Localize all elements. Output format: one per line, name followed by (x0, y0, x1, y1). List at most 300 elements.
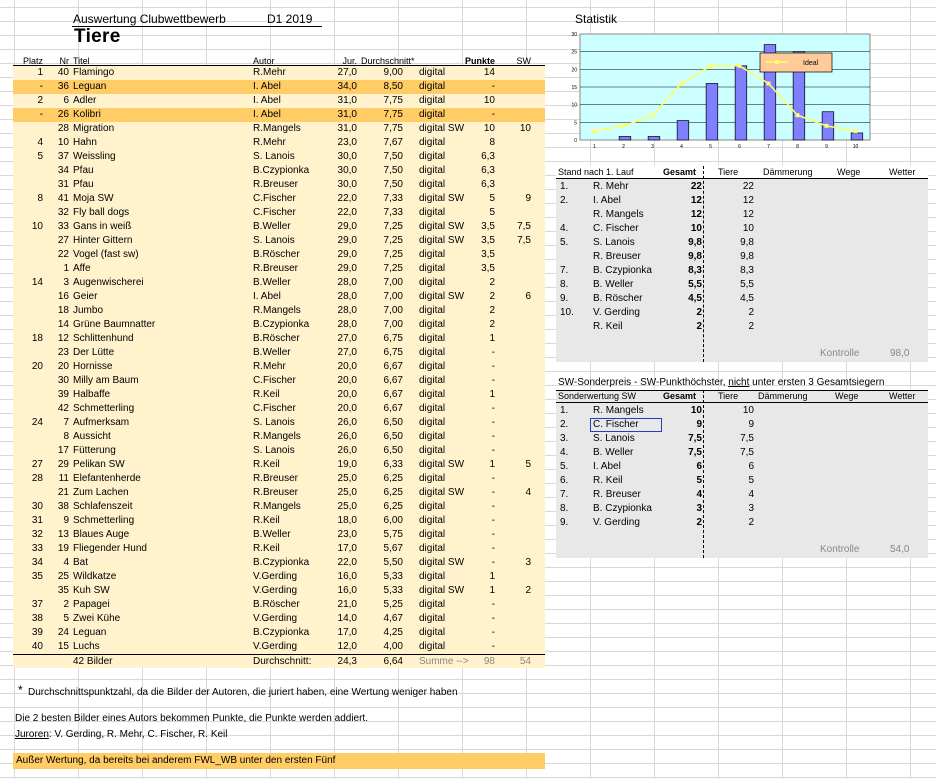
cell-rank: 9. (560, 293, 569, 304)
cell-cat: digital (419, 347, 446, 358)
cell-pts: - (491, 627, 495, 638)
cell-titel: Zum Lachen (73, 487, 129, 498)
cell-avg: 7,25 (383, 249, 403, 260)
cell-jur: 30,0 (337, 151, 357, 162)
cell-jur: 27,0 (337, 347, 357, 358)
cell-jur: 27,0 (337, 67, 357, 78)
bar (706, 83, 718, 140)
cell-avg: 6,67 (383, 403, 403, 414)
cell-jur: 31,0 (337, 95, 357, 106)
cell-name: S. Lanois (593, 237, 635, 248)
legend-marker (775, 60, 779, 64)
cell-total: 7,5 (688, 433, 702, 444)
cell-avg: 4,25 (383, 627, 403, 638)
cell-nr: 20 (57, 361, 69, 372)
cell-cat: digital (419, 641, 446, 652)
cell-nr: 23 (57, 347, 69, 358)
cell-cat: digital (419, 179, 446, 190)
cell-titel: Schlittenhund (73, 333, 134, 344)
cell-autor: B.Czypionka (253, 319, 310, 330)
standings-row (556, 516, 928, 530)
cell-autor: B.Röscher (253, 249, 300, 260)
cell-total: 12 (690, 195, 702, 206)
cell-autor: R.Mehr (253, 67, 286, 78)
cell-titel: Der Lütte (73, 347, 115, 358)
table-row (13, 542, 545, 556)
cell-autor: C.Fischer (253, 403, 296, 414)
cell-cat: digital (419, 67, 446, 78)
y-tick-label: 10 (571, 102, 577, 109)
cell-cat: digital (419, 305, 446, 316)
cell-total: 7,5 (688, 447, 702, 458)
ideal-point (651, 113, 655, 117)
cell-titel: Augenwischerei (73, 277, 144, 288)
cell-autor: C.Fischer (253, 375, 296, 386)
cell-autor: V.Gerding (253, 641, 298, 652)
table-row (13, 262, 545, 276)
sw-header-daemmerung: Dämmerung (758, 391, 808, 401)
cell-cat: digital SW (419, 193, 465, 204)
cell-pts: - (491, 473, 495, 484)
cell-tiere: 2 (748, 517, 754, 528)
cell-autor: I. Abel (253, 109, 281, 120)
table-row (13, 640, 545, 654)
footer-sum-sw: 54 (519, 656, 531, 667)
cell-autor: R.Keil (253, 459, 280, 470)
cell-total: 8,3 (688, 265, 702, 276)
standings-row (556, 292, 928, 306)
cell-avg: 5,67 (383, 543, 403, 554)
cell-cat: digital (419, 151, 446, 162)
cell-name: B. Röscher (593, 293, 643, 304)
sw-title: SW-Sonderpreis - SW-Punkthöchster, nicht unter ersten 3 Gesamtsiegern (558, 377, 885, 388)
cell-titel: Aufmerksam (73, 417, 130, 428)
cell-titel: Geier (73, 291, 98, 302)
cell-pts: - (491, 109, 495, 120)
cell-pts: 2 (489, 291, 495, 302)
cell-jur: 28,0 (337, 305, 357, 316)
cell-nr: 15 (57, 641, 69, 652)
cell-pts: 14 (483, 67, 495, 78)
cell-pts: - (491, 529, 495, 540)
cell-tiere: 12 (742, 195, 754, 206)
table-row (13, 332, 545, 346)
cell-rank: 1. (560, 405, 569, 416)
cell-avg: 5,75 (383, 529, 403, 540)
cell-platz: 37 (31, 599, 43, 610)
table-row (13, 612, 545, 626)
cell-cat: digital (419, 529, 446, 540)
sw-header-gesamt: Gesamt (663, 391, 697, 401)
cell-pts: 6,3 (481, 165, 495, 176)
cell-total: 3 (696, 503, 702, 514)
cell-autor: I. Abel (253, 95, 281, 106)
cell-titel: Pfau (73, 165, 94, 176)
cell-platz: 14 (31, 277, 43, 288)
sw-header-wege: Wege (835, 391, 859, 401)
cell-pts: - (491, 557, 495, 568)
cell-nr: 1 (63, 263, 69, 274)
ideal-point (709, 64, 713, 68)
cell-autor: R.Keil (253, 543, 280, 554)
cell-jur: 26,0 (337, 417, 357, 428)
cell-jur: 20,0 (337, 389, 357, 400)
cell-sw: 4 (525, 487, 531, 498)
cell-titel: Wildkatze (73, 571, 117, 582)
cell-cat: digital (419, 137, 446, 148)
sw-rows (556, 404, 928, 530)
bar (619, 136, 631, 140)
cell-nr: 40 (57, 67, 69, 78)
cell-autor: R.Keil (253, 515, 280, 526)
cell-nr: 28 (57, 123, 69, 134)
cell-pts: - (491, 347, 495, 358)
cell-nr: 14 (57, 319, 69, 330)
cell-name: C. Fischer (593, 419, 639, 430)
cell-pts: 6,3 (481, 179, 495, 190)
cell-autor: R.Breuser (253, 487, 299, 498)
cell-nr: 17 (57, 445, 69, 456)
cell-pts: 5 (489, 193, 495, 204)
cell-nr: 38 (57, 501, 69, 512)
cell-tiere: 7,5 (740, 433, 754, 444)
cell-jur: 28,0 (337, 291, 357, 302)
sw-panel (556, 390, 928, 558)
header-sw: SW (516, 56, 531, 66)
cell-avg: 8,50 (383, 81, 403, 92)
ideal-point (593, 129, 597, 133)
cell-avg: 4,00 (383, 641, 403, 652)
cell-rank: 7. (560, 489, 569, 500)
cell-total: 5 (696, 475, 702, 486)
cell-pts: - (491, 487, 495, 498)
cell-tiere: 3 (748, 503, 754, 514)
cell-avg: 7,00 (383, 319, 403, 330)
cell-platz: 40 (31, 641, 43, 652)
x-tick-label: 5 (709, 144, 712, 150)
cell-autor: R.Mangels (253, 123, 301, 134)
cell-pts: 3,5 (481, 235, 495, 246)
cell-cat: digital SW (419, 123, 465, 134)
sw-header-title: Sonderwertung SW (558, 391, 637, 401)
cell-jur: 29,0 (337, 249, 357, 260)
cell-pts: 1 (489, 459, 495, 470)
cell-cat: digital (419, 375, 446, 386)
cell-pts: - (491, 641, 495, 652)
cell-tiere: 10 (742, 405, 754, 416)
cell-total: 10 (690, 405, 702, 416)
table-row (13, 458, 545, 472)
standings-row (556, 264, 928, 278)
cell-rank: 2. (560, 195, 569, 206)
footnote-star: * (18, 683, 23, 697)
cell-cat: digital (419, 571, 446, 582)
cell-avg: 7,25 (383, 221, 403, 232)
cell-avg: 6,67 (383, 361, 403, 372)
cell-autor: V.Gerding (253, 585, 298, 596)
cell-pts: 10 (483, 95, 495, 106)
cell-titel: Moja SW (73, 193, 114, 204)
cell-jur: 16,0 (337, 585, 357, 596)
cell-tiere: 2 (748, 307, 754, 318)
standings-row (556, 194, 928, 208)
header-jur: Jur. (342, 56, 357, 66)
cell-avg: 7,67 (383, 137, 403, 148)
sw-header-wetter: Wetter (889, 391, 916, 401)
ideal-point (854, 129, 858, 133)
cell-titel: Blaues Auge (73, 529, 130, 540)
cell-autor: B.Czypionka (253, 557, 310, 568)
table-row (13, 178, 545, 192)
cell-titel: Kolibri (73, 109, 101, 120)
table-row (13, 108, 545, 122)
table-row (13, 598, 545, 612)
cell-pts: - (491, 445, 495, 456)
sw-kontrolle-label: Kontrolle (820, 544, 860, 555)
cell-titel: Leguan (73, 81, 107, 92)
cell-rank: 8. (560, 503, 569, 514)
cell-jur: 18,0 (337, 515, 357, 526)
header-punkte: Punkte (464, 56, 495, 66)
cell-avg: 7,00 (383, 291, 403, 302)
cell-nr: 12 (57, 333, 69, 344)
footer-avg-label: Durchschnitt: (253, 656, 312, 667)
table-row (13, 318, 545, 332)
cell-nr: 25 (57, 571, 69, 582)
cell-rank: 2. (560, 419, 569, 430)
cell-tiere: 2 (748, 321, 754, 332)
sw-kontrolle-value: 54,0 (890, 544, 910, 555)
ideal-point (680, 81, 684, 85)
cell-autor: R.Keil (253, 389, 280, 400)
cell-nr: 6 (63, 95, 69, 106)
bar (648, 136, 660, 140)
cell-titel: Hahn (73, 137, 97, 148)
cell-titel: Bat (73, 557, 89, 568)
standings-kontrolle-label: Kontrolle (820, 348, 860, 359)
cell-avg: 7,75 (383, 123, 403, 134)
cell-platz: 4 (37, 137, 43, 148)
cell-name: R. Mangels (593, 209, 644, 220)
cell-tiere: 12 (742, 209, 754, 220)
cell-jur: 14,0 (337, 613, 357, 624)
cell-cat: digital (419, 263, 446, 274)
cell-jur: 23,0 (337, 529, 357, 540)
cell-cat: digital SW (419, 235, 465, 246)
cell-titel: Aussicht (73, 431, 111, 442)
ideal-point (767, 81, 771, 85)
cell-autor: C.Fischer (253, 193, 296, 204)
cell-titel: Zwei Kühe (73, 613, 121, 624)
statistics-chart (566, 29, 875, 150)
table-row (13, 626, 545, 640)
cell-nr: 39 (57, 389, 69, 400)
cell-autor: R.Breuser (253, 179, 299, 190)
cell-autor: R.Mehr (253, 137, 286, 148)
cell-titel: Pelikan SW (73, 459, 125, 470)
table-row (13, 304, 545, 318)
standings-wege: Wege (837, 167, 861, 177)
table-row (13, 402, 545, 416)
footer-jur: 24,3 (337, 656, 357, 667)
cell-jur: 20,0 (337, 361, 357, 372)
cell-platz: 2 (37, 95, 43, 106)
cell-cat: digital SW (419, 487, 465, 498)
cell-jur: 22,0 (337, 557, 357, 568)
cell-autor: B.Weller (253, 277, 291, 288)
cell-platz: 5 (37, 151, 43, 162)
cell-cat: digital (419, 109, 446, 120)
standings-row (556, 446, 928, 460)
standings-row (556, 236, 928, 250)
cell-avg: 6,67 (383, 375, 403, 386)
table-row (13, 514, 545, 528)
cell-titel: Grüne Baumnatter (73, 319, 156, 330)
cell-rank: 4. (560, 447, 569, 458)
cell-name: R. Breuser (593, 251, 641, 262)
season-label: D1 2019 (267, 12, 313, 26)
table-row (13, 150, 545, 164)
bar (851, 133, 863, 140)
cell-titel: Elefantenherde (73, 473, 141, 484)
cell-avg: 6,50 (383, 431, 403, 442)
cell-platz: 18 (31, 333, 43, 344)
cell-nr: 21 (57, 487, 69, 498)
cell-name: R. Keil (593, 475, 623, 486)
cell-nr: 33 (57, 221, 69, 232)
y-tick-label: 5 (574, 120, 577, 127)
standings-row (556, 180, 928, 194)
standings-row (556, 306, 928, 320)
cell-platz: 30 (31, 501, 43, 512)
cell-autor: R.Mangels (253, 431, 301, 442)
ideal-point (738, 64, 742, 68)
ideal-point (825, 124, 829, 128)
table-row (13, 556, 545, 570)
bar (677, 121, 689, 140)
cell-cat: digital (419, 473, 446, 484)
table-row (13, 360, 545, 374)
cell-nr: 34 (57, 165, 69, 176)
cell-name: R. Mangels (593, 405, 644, 416)
table-row (13, 430, 545, 444)
cell-platz: 31 (31, 515, 43, 526)
cell-pts: 2 (489, 319, 495, 330)
out-of-competition-note: Außer Wertung, da bereits bei anderem FWL_WB unter den ersten Fünf (13, 753, 545, 769)
cell-autor: B.Czypionka (253, 165, 310, 176)
standings-rows (556, 180, 928, 334)
y-tick-label: 25 (571, 49, 577, 56)
cell-avg: 5,50 (383, 557, 403, 568)
cell-sw: 7,5 (517, 221, 531, 232)
table-row (13, 164, 545, 178)
cell-name: V. Gerding (593, 307, 640, 318)
cell-avg: 5,33 (383, 571, 403, 582)
cell-platz: 38 (31, 613, 43, 624)
cell-nr: 9 (63, 515, 69, 526)
cell-tiere: 9 (748, 419, 754, 430)
cell-cat: digital (419, 95, 446, 106)
cell-autor: S. Lanois (253, 445, 295, 456)
cell-nr: 5 (63, 613, 69, 624)
cell-autor: R.Mangels (253, 501, 301, 512)
x-tick-label: 10 (852, 144, 859, 150)
cell-autor: B.Röscher (253, 599, 300, 610)
sw-header-tiere: Tiere (718, 391, 739, 401)
cell-jur: 30,0 (337, 165, 357, 176)
cell-jur: 25,0 (337, 501, 357, 512)
standings-tiere: Tiere (718, 167, 739, 177)
standings-row (556, 222, 928, 236)
table-row (13, 444, 545, 458)
x-tick-label: 6 (738, 144, 741, 150)
cell-jur: 25,0 (337, 487, 357, 498)
standings-gesamt: Gesamt (663, 167, 697, 177)
cell-name: B. Weller (593, 447, 634, 458)
cell-rank: 5. (560, 237, 569, 248)
standings-row (556, 278, 928, 292)
cell-name: V. Gerding (593, 517, 640, 528)
cell-jur: 26,0 (337, 445, 357, 456)
cell-titel: Fly ball dogs (73, 207, 130, 218)
y-tick-label: 20 (571, 67, 577, 74)
cell-sw: 10 (519, 123, 531, 134)
standings-panel (556, 166, 928, 362)
cell-titel: Vogel (fast sw) (73, 249, 139, 260)
cell-autor: B.Weller (253, 347, 291, 358)
cell-cat: digital SW (419, 291, 465, 302)
cell-name: I. Abel (593, 461, 621, 472)
cell-avg: 7,00 (383, 277, 403, 288)
cell-titel: Fütterung (73, 445, 116, 456)
header-platz: Platz (22, 56, 43, 66)
cell-total: 5,5 (688, 279, 702, 290)
selected-cell[interactable] (590, 418, 662, 432)
standings-row (556, 418, 928, 432)
cell-pts: 5 (489, 207, 495, 218)
cell-jur: 21,0 (337, 599, 357, 610)
cell-cat: digital (419, 543, 446, 554)
cell-rank: 5. (560, 461, 569, 472)
cell-avg: 7,50 (383, 179, 403, 190)
cell-titel: Luchs (73, 641, 100, 652)
cell-name: R. Keil (593, 321, 623, 332)
cell-platz: 27 (31, 459, 43, 470)
standings-title: Stand nach 1. Lauf (558, 167, 634, 177)
cell-avg: 5,25 (383, 599, 403, 610)
cell-pts: 2 (489, 277, 495, 288)
cell-titel: Leguan (73, 627, 107, 638)
cell-name: I. Abel (593, 195, 621, 206)
cell-titel: Jumbo (73, 305, 104, 316)
cell-autor: R.Breuser (253, 473, 299, 484)
standings-row (556, 460, 928, 474)
cell-pts: 2 (489, 305, 495, 316)
standings-row (556, 488, 928, 502)
cell-pts: - (491, 81, 495, 92)
cell-tiere: 9,8 (740, 237, 754, 248)
table-row (13, 416, 545, 430)
cell-tiere: 9,8 (740, 251, 754, 262)
cell-avg: 6,25 (383, 487, 403, 498)
cell-avg: 9,00 (383, 67, 403, 78)
jury-label: Juroren (15, 729, 49, 740)
cell-jur: 29,0 (337, 221, 357, 232)
cell-pts: 10 (483, 123, 495, 134)
cell-nr: 19 (57, 543, 69, 554)
cell-avg: 7,33 (383, 207, 403, 218)
cell-avg: 6,67 (383, 389, 403, 400)
